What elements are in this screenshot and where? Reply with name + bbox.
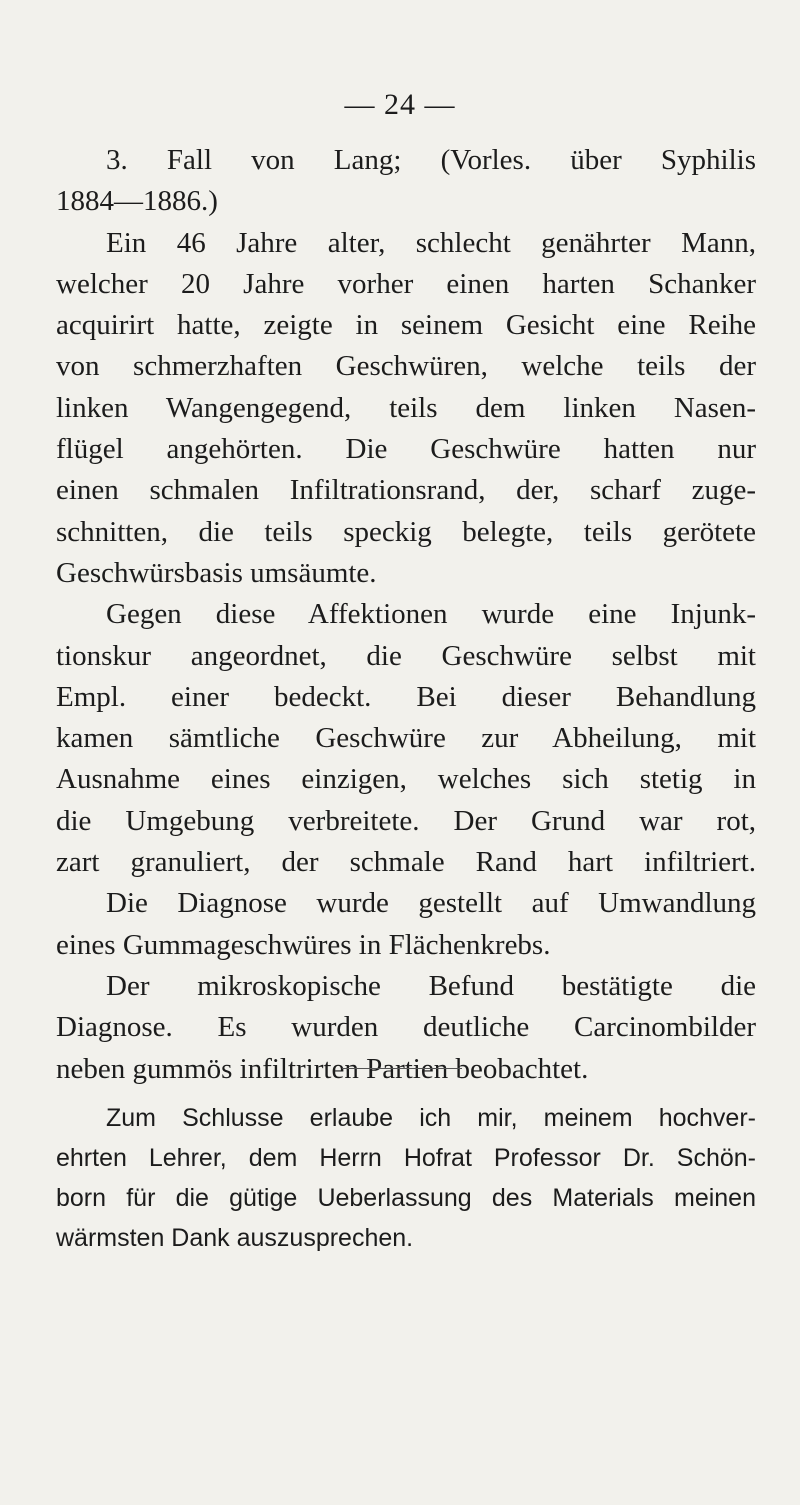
text-line: ehrten Lehrer, dem Herrn Hofrat Professor Dr. Schön- (56, 1144, 756, 1172)
text-line: neben gummös infiltrirten Partien beobachtet. (56, 1052, 589, 1085)
text-line: einen schmalen Infiltrationsrand, der, scharf zuge- (56, 474, 756, 507)
text-line: Zum Schlusse erlaube ich mir, meinem hochver- (106, 1104, 756, 1132)
text-line: Ausnahme eines einzigen, welches sich stetig in (56, 763, 756, 796)
section-heading (56, 140, 756, 223)
text-line: acquirirt hatte, zeigte in seinem Gesicht eine Reihe (56, 309, 756, 342)
text-line: eines Gummageschwüres in Flächenkrebs. (56, 928, 551, 961)
text-line: welcher 20 Jahre vorher einen harten Schanker (56, 267, 756, 300)
text-line: von schmerzhaften Geschwüren, welche teils der (56, 350, 756, 383)
text-line: Diagnose. Es wurden deutliche Carcinombilder (56, 1011, 756, 1044)
page-number: — 24 — (344, 88, 456, 121)
text-line: kamen sämtliche Geschwüre zur Abheilung, mit (56, 722, 756, 755)
text-line: 3. Fall von Lang; (Vorles. über Syphilis (106, 144, 756, 176)
text-line: Die Diagnose wurde gestellt auf Umwandlung (106, 887, 756, 920)
paragraph-case (56, 223, 756, 595)
text-line: Geschwürsbasis umsäumte. (56, 556, 377, 589)
acknowledgement (56, 1098, 756, 1258)
paragraph-treatment (56, 594, 756, 966)
text-line: Gegen diese Affektionen wurde eine Injunk- (106, 598, 756, 631)
text-line: schnitten, die teils speckig belegte, teils gerötete (56, 515, 756, 548)
text-line: 1884—1886.) (56, 185, 218, 218)
paragraph-findings (56, 966, 756, 1090)
text-line: wärmsten Dank auszusprechen. (56, 1224, 414, 1252)
text-line: born für die gütige Ueberlassung des Materials meinen (56, 1184, 756, 1212)
body-text (56, 140, 756, 1090)
text-line: linken Wangengegend, teils dem linken Nasen- (56, 391, 756, 424)
text-line: tionskur angeordnet, die Geschwüre selbst mit (56, 639, 756, 672)
text-line: flügel angehörten. Die Geschwüre hatten nur (56, 433, 756, 466)
text-line: zart granuliert, der schmale Rand hart infiltriert. (56, 846, 756, 879)
section-divider (342, 1068, 462, 1069)
text-line: Empl. einer bedeckt. Bei dieser Behandlung (56, 680, 756, 713)
text-line: Der mikroskopische Befund bestätigte die (106, 969, 756, 1002)
text-line: die Umgebung verbreitete. Der Grund war rot, (56, 804, 756, 837)
text-line: Ein 46 Jahre alter, schlecht genährter Mann, (106, 226, 756, 259)
